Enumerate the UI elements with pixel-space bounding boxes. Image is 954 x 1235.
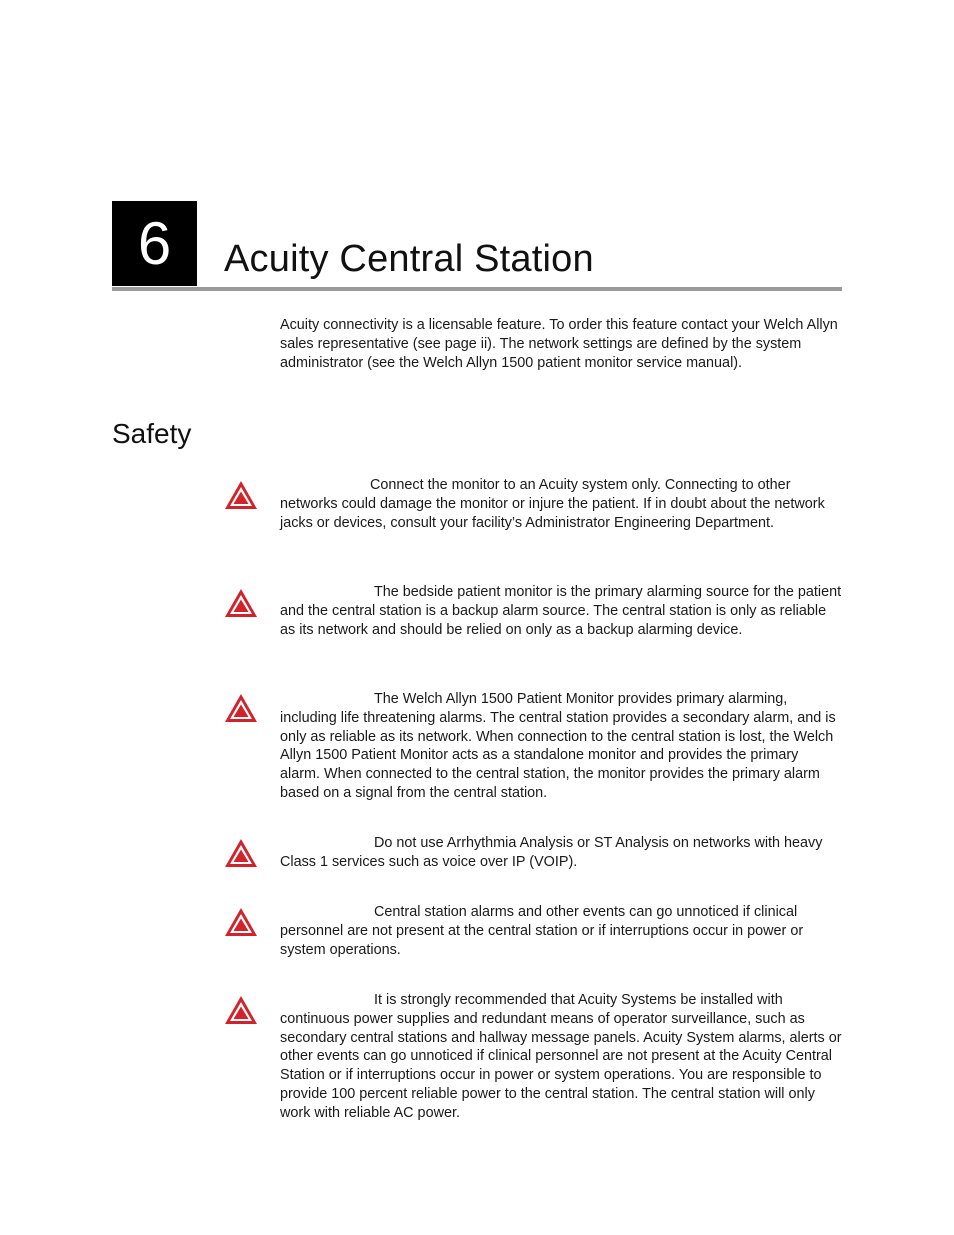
chapter-number: 6 — [137, 210, 172, 277]
chapter-title: Acuity Central Station — [224, 238, 594, 280]
warning-triangle-icon — [223, 994, 259, 1026]
warning-triangle-icon — [223, 906, 259, 938]
warning-text-6: It is strongly recommended that Acuity Systems be installed with continuous power supplies and redundant means of operator surveillance, such as secondary central stations and hallway message panels. Acuity System alarms, alerts or other events can go unnoticed if clinical personnel are not present at the Acuity Central Station or if interruptions occur in power or system operations. You are responsible to provide 100 percent reliable power to the central station. The central station will only work with reliable AC power. — [280, 992, 842, 1121]
warning-text-2: The bedside patient monitor is the primary alarming source for the patient and the central station is a backup alarm source. The central station is only as reliable as its network and should be relied on only as a backup alarming device. — [280, 584, 842, 638]
warning-text-4: Do not use Arrhythmia Analysis or ST Analysis on networks with heavy Class 1 services such as voice over IP (VOIP). — [280, 835, 823, 870]
chapter-number-box — [112, 201, 197, 286]
warning-triangle-icon — [223, 692, 259, 724]
warning-triangle-icon — [223, 587, 259, 619]
warning-triangle-icon — [223, 837, 259, 869]
intro-paragraph: Acuity connectivity is a licensable feature. To order this feature contact your Welch Allyn sales representative (see page ii). The network settings are defined by the system administrator (see the Welch Allyn 1500 patient monitor service manual). — [280, 317, 838, 371]
chapter-rule — [112, 287, 842, 291]
section-title: Safety — [112, 418, 192, 449]
warning-text-1: Connect the monitor to an Acuity system only. Connecting to other networks could damage the monitor or injure the patient. If in doubt about the network jacks or devices, consult your facility’s Administrator Engineering Department. — [280, 477, 825, 531]
warning-text-3: The Welch Allyn 1500 Patient Monitor provides primary alarming, including life threatening alarms. The central station provides a secondary alarm, and is only as reliable as its network. When connection to the central station is lost, the Welch Allyn 1500 Patient Monitor acts as a standalone monitor and provides the primary alarm. When connected to the central station, the monitor provides the primary alarm based on a signal from the central station. — [280, 691, 836, 801]
warning-text-5: Central station alarms and other events can go unnoticed if clinical personnel are not present at the central station or if interruptions occur in power or system operations. — [280, 904, 804, 958]
warning-triangle-icon — [223, 479, 259, 511]
